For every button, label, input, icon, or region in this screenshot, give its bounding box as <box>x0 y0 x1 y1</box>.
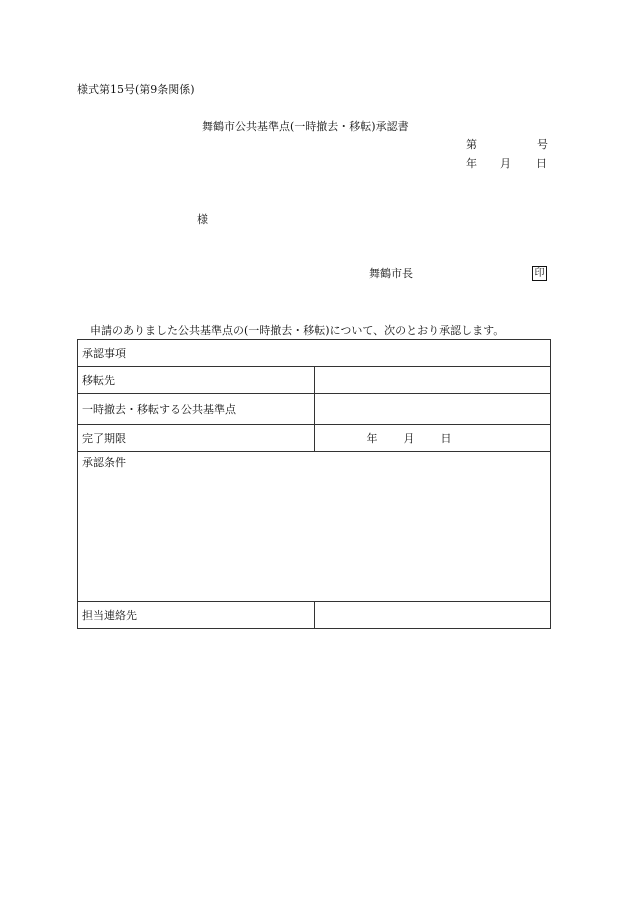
addressee-honorific: 様 <box>197 213 208 226</box>
form-number: 様式第15号(第9条関係) <box>77 83 195 96</box>
deadline-month: 月 <box>403 431 415 445</box>
table-row <box>78 452 551 602</box>
issue-date-year: 年 <box>466 157 477 170</box>
approval-table <box>77 339 551 629</box>
deadline-field[interactable] <box>314 425 551 452</box>
destination-label: 移転先 <box>78 367 315 394</box>
issue-date-day: 日 <box>536 157 547 170</box>
issue-date-month: 月 <box>500 157 511 170</box>
contact-label: 担当連絡先 <box>78 602 315 629</box>
conditions-label: 承認条件 <box>82 456 126 469</box>
destination-field[interactable] <box>314 367 551 394</box>
table-row <box>78 394 551 425</box>
intro-text: 申請のありました公共基準点の(一時撤去・移転)について、次のとおり承認します。 <box>90 324 505 337</box>
table-row <box>78 340 551 367</box>
target-points-label: 一時撤去・移転する公共基準点 <box>78 394 315 425</box>
table-row <box>78 425 551 452</box>
contact-field[interactable] <box>314 602 551 629</box>
deadline-label: 完了期限 <box>78 425 315 452</box>
table-row <box>78 367 551 394</box>
deadline-year: 年 <box>366 431 378 445</box>
approval-items-heading: 承認事項 <box>78 340 551 367</box>
doc-number-suffix: 号 <box>537 138 548 151</box>
deadline-day: 日 <box>440 431 452 445</box>
document-title: 舞鶴市公共基準点(一時撤去・移転)承認書 <box>202 120 409 133</box>
doc-number-prefix: 第 <box>466 138 477 151</box>
issuer-title: 舞鶴市長 <box>369 267 413 280</box>
seal-mark: 印 <box>532 266 547 281</box>
conditions-field[interactable] <box>78 452 551 602</box>
target-points-field[interactable] <box>314 394 551 425</box>
table-row <box>78 602 551 629</box>
